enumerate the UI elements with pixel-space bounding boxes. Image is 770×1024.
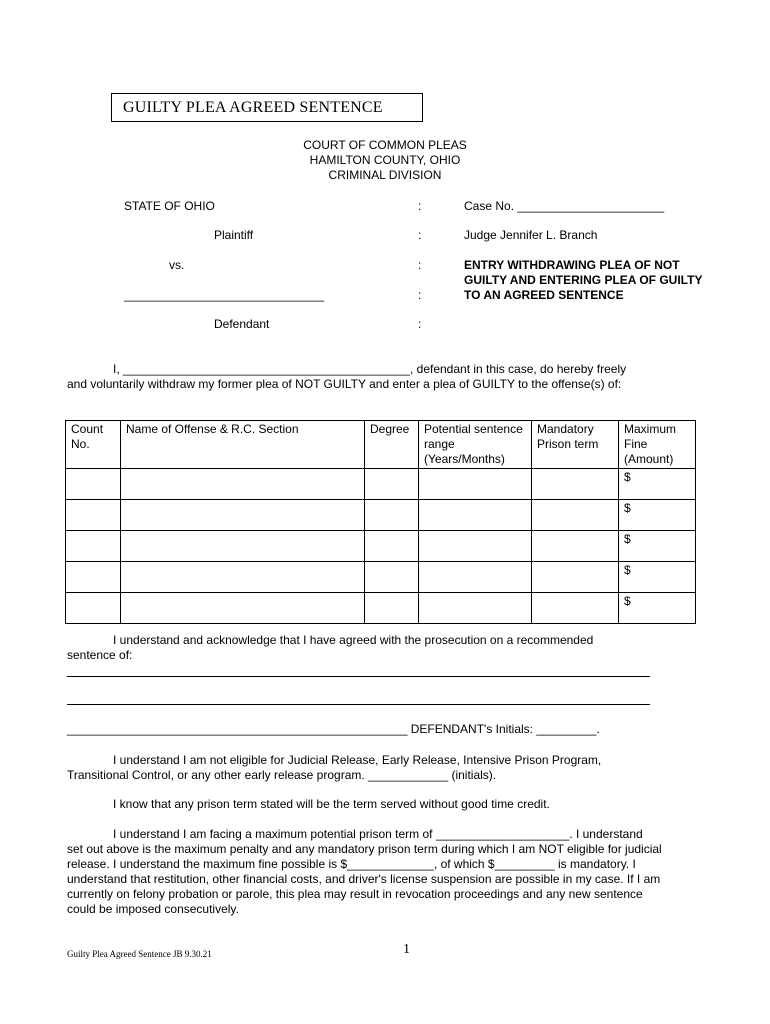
table-header-row (66, 421, 696, 469)
cell-range[interactable] (419, 562, 532, 593)
header-sentence-range: Potential sentence range (Years/Months) (419, 421, 532, 469)
defendant-name-blank[interactable]: ______________________________ (124, 288, 325, 302)
caption-colon: : (418, 228, 422, 242)
cell-range[interactable] (419, 469, 532, 500)
cell-count[interactable] (66, 562, 121, 593)
cell-count[interactable] (66, 469, 121, 500)
court-name: COURT OF COMMON PLEAS (303, 138, 467, 152)
case-number[interactable]: Case No. ______________________ (464, 199, 665, 213)
header-mandatory-term: Mandatory Prison term (532, 421, 619, 469)
header-degree: Degree (365, 421, 419, 469)
cell-degree[interactable] (365, 469, 419, 500)
court-division: CRIMINAL DIVISION (328, 168, 442, 182)
header-count: Count No. (66, 421, 121, 469)
cell-count[interactable] (66, 500, 121, 531)
vs-label: vs. (169, 258, 185, 272)
cell-fine[interactable]: $ (619, 500, 696, 531)
form-title: GUILTY PLEA AGREED SENTENCE (111, 93, 423, 122)
court-county: HAMILTON COUNTY, OHIO (309, 153, 461, 167)
cell-offense[interactable] (121, 562, 365, 593)
cell-degree[interactable] (365, 531, 419, 562)
cell-degree[interactable] (365, 500, 419, 531)
cell-count[interactable] (66, 593, 121, 624)
cell-range[interactable] (419, 531, 532, 562)
cell-offense[interactable] (121, 469, 365, 500)
table-row (66, 593, 696, 624)
cell-offense[interactable] (121, 531, 365, 562)
table-row (66, 500, 696, 531)
caption-colon: : (418, 317, 422, 331)
table-row (66, 469, 696, 500)
caption-colon: : (418, 258, 422, 272)
max-term-paragraph: I understand I am facing a maximum potential prison term of ____________________. I understand set out above is the maximum penalty and any mandatory prison term during which I am NOT eligible for judicial release. I understand the maximum fine possible is $_____________, of which $_________ is mandatory. I understand that restitution, other financial costs, and driver's license suspension are possible in my case. If I am currently on felony probation or parole, this plea may result in revocation proceedings and any new sentence could be imposed consecutively. (67, 827, 662, 916)
entry-title: ENTRY WITHDRAWING PLEA OF NOT GUILTY AND ENTERING PLEA OF GUILTY TO AN AGREED SENTENCE (464, 258, 703, 302)
cell-mandatory[interactable] (532, 562, 619, 593)
intro-paragraph: I, ___________________________________________, defendant in this case, do hereby freely and voluntarily withdraw my former plea of NOT GUILTY and enter a plea of GUILTY to the offense(s) of: (67, 362, 627, 391)
good-time-paragraph: I know that any prison term stated will be the term served without good time credit. (113, 797, 550, 811)
table-row (66, 562, 696, 593)
cell-fine[interactable]: $ (619, 469, 696, 500)
caption-colon: : (418, 199, 422, 213)
state-label: STATE OF OHIO (124, 199, 215, 213)
caption-colon: : (418, 288, 422, 302)
cell-mandatory[interactable] (532, 469, 619, 500)
cell-fine[interactable]: $ (619, 531, 696, 562)
cell-degree[interactable] (365, 562, 419, 593)
cell-degree[interactable] (365, 593, 419, 624)
form-identifier: Guilty Plea Agreed Sentence JB 9.30.21 (67, 949, 212, 959)
defendant-label: Defendant (214, 317, 270, 331)
release-paragraph: I understand I am not eligible for Judicial Release, Early Release, Intensive Prison Program, Transitional Control, or any other early release program. ____________ (initials). (67, 753, 602, 782)
header-offense: Name of Offense & R.C. Section (121, 421, 365, 469)
recommended-sentence-line[interactable] (67, 704, 650, 705)
plaintiff-label: Plaintiff (214, 228, 254, 242)
cell-mandatory[interactable] (532, 531, 619, 562)
cell-count[interactable] (66, 531, 121, 562)
acknowledge-paragraph: I understand and acknowledge that I have agreed with the prosecution on a recommended sentence of: (67, 633, 594, 662)
cell-offense[interactable] (121, 500, 365, 531)
header-maximum-fine: Maximum Fine (Amount) (619, 421, 696, 469)
cell-mandatory[interactable] (532, 500, 619, 531)
cell-offense[interactable] (121, 593, 365, 624)
cell-fine[interactable]: $ (619, 562, 696, 593)
judge-name: Judge Jennifer L. Branch (464, 228, 598, 242)
page-number: 1 (403, 942, 410, 957)
cell-fine[interactable]: $ (619, 593, 696, 624)
recommended-sentence-line[interactable] (67, 676, 650, 677)
table-row (66, 531, 696, 562)
cell-mandatory[interactable] (532, 593, 619, 624)
defendant-initials-line[interactable]: ___________________________________________________ DEFENDANT's Initials: _________. (67, 722, 600, 736)
cell-range[interactable] (419, 593, 532, 624)
cell-range[interactable] (419, 500, 532, 531)
offense-table (65, 420, 696, 624)
